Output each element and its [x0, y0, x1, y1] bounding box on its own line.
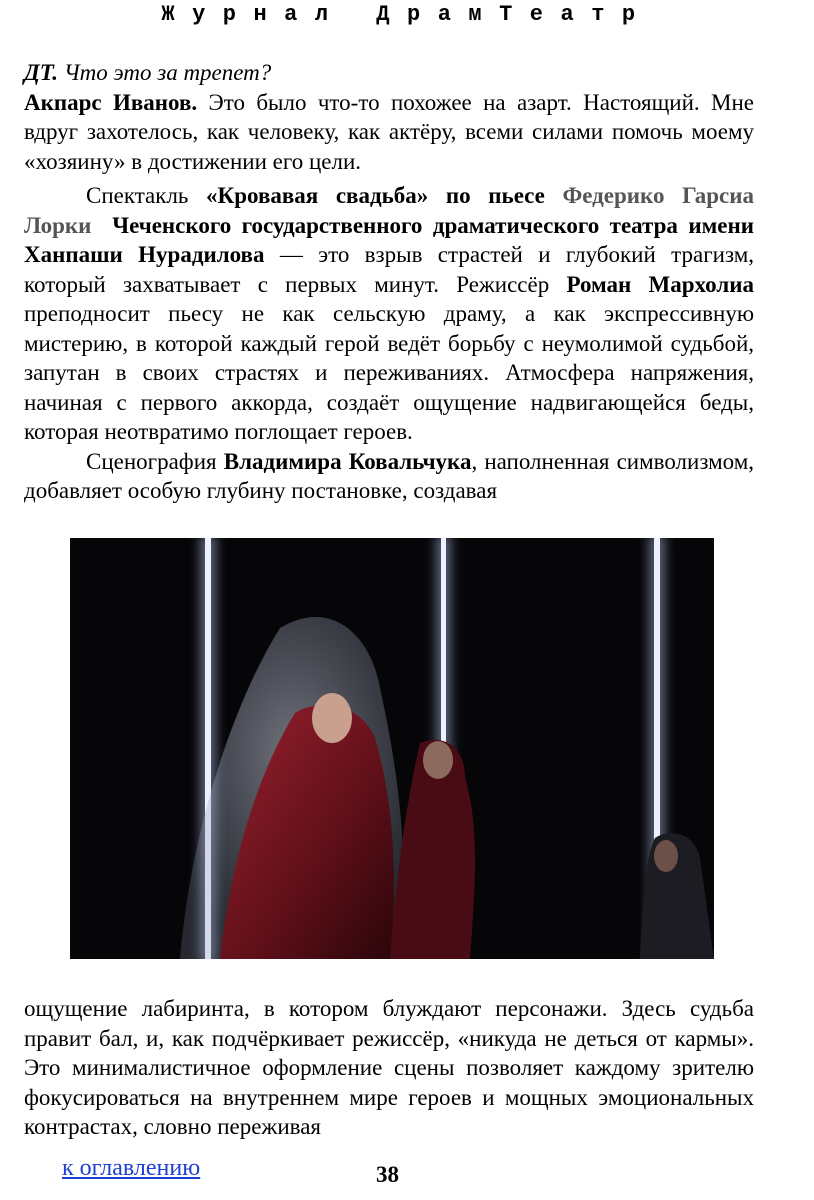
stage-photo [70, 538, 714, 959]
question-text: Что это за трепет? [63, 60, 272, 85]
interview-answer [24, 88, 754, 177]
interview-question [24, 58, 754, 88]
p1-title: «Кровавая свадьба» по пьесе [206, 183, 545, 208]
p1-theatre: Чеченского государственного драматического театра имени Ханпаши Нурадилова [24, 212, 754, 267]
p1-director: Роман Мархолиа [566, 271, 754, 297]
interview-block [24, 58, 754, 176]
answer-text: Это было что-то похожее на азарт. Настоящий. Мне вдруг захотелось, как человеку, как актёру, всеми силами помочь моему «хозяину» в достижении его цели. [24, 89, 754, 174]
p1-lead: Спектакль [86, 183, 189, 208]
answer-speaker: Акпарс Иванов. [24, 89, 198, 115]
page-number: 38 [376, 1162, 399, 1187]
question-speaker: ДТ. [24, 60, 59, 85]
article-lower [24, 994, 754, 1142]
p2-lead: Сценография [86, 448, 217, 474]
article-paragraph-2 [24, 447, 754, 506]
p1-text-1: — это взрыв страстей и глубокий трагизм, который захватывает с первых минут. Режиссёр [24, 242, 754, 297]
third-face [654, 840, 678, 872]
face [312, 693, 352, 743]
p1-text-2: преподносит пьесу не как сельскую драму, а как экспрессивную мистерию, в которой каждый герой ведёт борьбу с неумолимой судьбой, запутан в своих страстях и переживаниях. Атмосфера напряжения, начиная с первого аккорда, создаёт ощущение надвигающейся беды, которая неотвратимо поглощает героев. [24, 301, 754, 444]
p2-designer: Владимира Ковальчука [223, 448, 472, 474]
performers-figures [70, 538, 714, 959]
second-face [423, 741, 453, 779]
toc-link[interactable]: к оглавлению [62, 1155, 201, 1181]
article-paragraph-3: ощущение лабиринта, в котором блуждают персонажи. Здесь судьба правит бал, и, как подчёркивает режиссёр, «никуда не деться от кармы». Это минималистичное оформление сцены позволяет каждому зрителю фокусироваться на внутреннем мире героев и мощных эмоциональных контрастах, словно переживая [24, 996, 754, 1139]
p2-text: , наполненная символизмом, добавляет особую глубину постановке, создавая [24, 448, 754, 503]
journal-header: Журнал ДрамТеатр [161, 2, 653, 27]
article-paragraph-1 [24, 181, 754, 447]
p1-author: Федерико Гарсиа Лорки [24, 183, 754, 238]
article-upper [24, 181, 754, 538]
